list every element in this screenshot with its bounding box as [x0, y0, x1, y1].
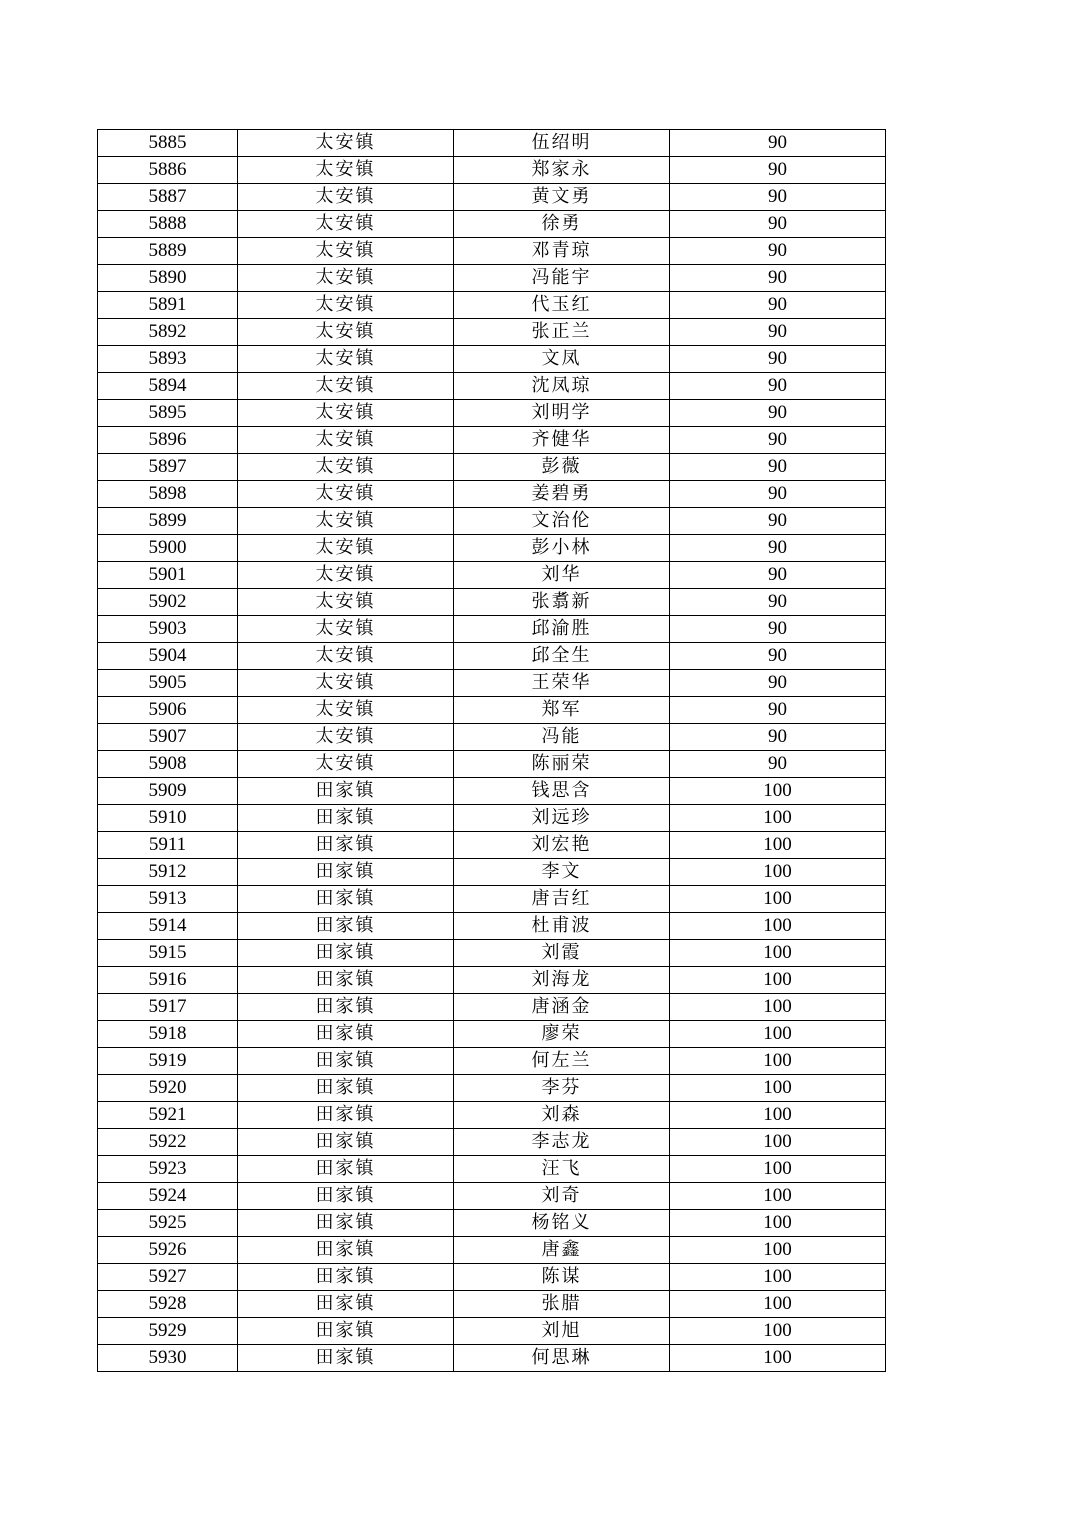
person-name-cell: 沈凤琼: [454, 373, 670, 400]
person-name-cell: 陈丽荣: [454, 751, 670, 778]
row-number-cell: 5891: [98, 292, 238, 319]
row-number-cell: 5888: [98, 211, 238, 238]
row-number-cell: 5885: [98, 130, 238, 157]
town-cell: 太安镇: [238, 724, 454, 751]
table-row: [98, 1210, 886, 1237]
row-number-cell: 5893: [98, 346, 238, 373]
town-cell: 田家镇: [238, 1075, 454, 1102]
town-cell: 田家镇: [238, 1237, 454, 1264]
person-name-cell: 唐吉红: [454, 886, 670, 913]
row-number-cell: 5910: [98, 805, 238, 832]
row-number-cell: 5895: [98, 400, 238, 427]
table-row: [98, 1237, 886, 1264]
town-cell: 太安镇: [238, 670, 454, 697]
row-number-cell: 5896: [98, 427, 238, 454]
person-name-cell: 郑家永: [454, 157, 670, 184]
score-cell: 90: [670, 589, 886, 616]
row-number-cell: 5900: [98, 535, 238, 562]
row-number-cell: 5899: [98, 508, 238, 535]
town-cell: 田家镇: [238, 1264, 454, 1291]
town-cell: 太安镇: [238, 481, 454, 508]
town-cell: 田家镇: [238, 1129, 454, 1156]
town-cell: 太安镇: [238, 211, 454, 238]
person-name-cell: 邓青琼: [454, 238, 670, 265]
table-row: [98, 130, 886, 157]
person-name-cell: 何思琳: [454, 1345, 670, 1372]
score-cell: 90: [670, 454, 886, 481]
row-number-cell: 5917: [98, 994, 238, 1021]
town-cell: 太安镇: [238, 157, 454, 184]
table-row: [98, 697, 886, 724]
town-cell: 田家镇: [238, 1210, 454, 1237]
row-number-cell: 5912: [98, 859, 238, 886]
table-row: [98, 724, 886, 751]
town-cell: 太安镇: [238, 616, 454, 643]
row-number-cell: 5918: [98, 1021, 238, 1048]
person-name-cell: 李文: [454, 859, 670, 886]
row-number-cell: 5902: [98, 589, 238, 616]
score-cell: 90: [670, 211, 886, 238]
town-cell: 田家镇: [238, 832, 454, 859]
town-cell: 田家镇: [238, 1048, 454, 1075]
row-number-cell: 5930: [98, 1345, 238, 1372]
person-name-cell: 代玉红: [454, 292, 670, 319]
person-name-cell: 文治伦: [454, 508, 670, 535]
person-name-cell: 刘明学: [454, 400, 670, 427]
person-name-cell: 唐涵金: [454, 994, 670, 1021]
score-cell: 90: [670, 130, 886, 157]
row-number-cell: 5909: [98, 778, 238, 805]
table-row: [98, 643, 886, 670]
row-number-cell: 5901: [98, 562, 238, 589]
table-row: [98, 967, 886, 994]
person-name-cell: 杨铭义: [454, 1210, 670, 1237]
row-number-cell: 5922: [98, 1129, 238, 1156]
table-row: [98, 1264, 886, 1291]
town-cell: 太安镇: [238, 400, 454, 427]
town-cell: 田家镇: [238, 1291, 454, 1318]
town-cell: 田家镇: [238, 1345, 454, 1372]
table-row: [98, 751, 886, 778]
row-number-cell: 5916: [98, 967, 238, 994]
row-number-cell: 5913: [98, 886, 238, 913]
score-cell: 90: [670, 373, 886, 400]
row-number-cell: 5919: [98, 1048, 238, 1075]
table-row: [98, 508, 886, 535]
score-cell: 100: [670, 805, 886, 832]
score-cell: 100: [670, 1048, 886, 1075]
table-row: [98, 319, 886, 346]
row-number-cell: 5923: [98, 1156, 238, 1183]
score-cell: 100: [670, 1075, 886, 1102]
table-row: [98, 859, 886, 886]
row-number-cell: 5903: [98, 616, 238, 643]
row-number-cell: 5890: [98, 265, 238, 292]
table-row: [98, 292, 886, 319]
row-number-cell: 5927: [98, 1264, 238, 1291]
town-cell: 田家镇: [238, 1183, 454, 1210]
score-cell: 90: [670, 643, 886, 670]
town-cell: 太安镇: [238, 508, 454, 535]
score-cell: 100: [670, 1183, 886, 1210]
person-name-cell: 刘海龙: [454, 967, 670, 994]
table-row: [98, 1156, 886, 1183]
score-cell: 100: [670, 778, 886, 805]
score-cell: 90: [670, 535, 886, 562]
table-row: [98, 1291, 886, 1318]
score-cell: 100: [670, 859, 886, 886]
table-row: [98, 211, 886, 238]
score-cell: 90: [670, 562, 886, 589]
town-cell: 太安镇: [238, 751, 454, 778]
table-row: [98, 1048, 886, 1075]
row-number-cell: 5924: [98, 1183, 238, 1210]
table-row: [98, 913, 886, 940]
row-number-cell: 5892: [98, 319, 238, 346]
table-row: [98, 589, 886, 616]
table-row: [98, 373, 886, 400]
town-cell: 太安镇: [238, 562, 454, 589]
town-cell: 太安镇: [238, 589, 454, 616]
score-cell: 90: [670, 697, 886, 724]
roster-table: [97, 129, 886, 1372]
person-name-cell: 李芬: [454, 1075, 670, 1102]
table-row: [98, 1318, 886, 1345]
person-name-cell: 唐鑫: [454, 1237, 670, 1264]
table-row: [98, 157, 886, 184]
person-name-cell: 钱思含: [454, 778, 670, 805]
table-row: [98, 265, 886, 292]
person-name-cell: 刘旭: [454, 1318, 670, 1345]
table-row: [98, 886, 886, 913]
score-cell: 90: [670, 292, 886, 319]
table-row: [98, 184, 886, 211]
person-name-cell: 刘宏艳: [454, 832, 670, 859]
score-cell: 90: [670, 157, 886, 184]
town-cell: 太安镇: [238, 292, 454, 319]
row-number-cell: 5925: [98, 1210, 238, 1237]
score-cell: 100: [670, 1237, 886, 1264]
town-cell: 田家镇: [238, 805, 454, 832]
table-row: [98, 1345, 886, 1372]
row-number-cell: 5929: [98, 1318, 238, 1345]
person-name-cell: 张翥新: [454, 589, 670, 616]
score-cell: 100: [670, 1345, 886, 1372]
town-cell: 田家镇: [238, 1156, 454, 1183]
town-cell: 太安镇: [238, 346, 454, 373]
person-name-cell: 刘远珍: [454, 805, 670, 832]
row-number-cell: 5920: [98, 1075, 238, 1102]
score-cell: 100: [670, 940, 886, 967]
score-cell: 90: [670, 670, 886, 697]
score-cell: 100: [670, 1102, 886, 1129]
person-name-cell: 邱渝胜: [454, 616, 670, 643]
row-number-cell: 5914: [98, 913, 238, 940]
town-cell: 田家镇: [238, 859, 454, 886]
row-number-cell: 5897: [98, 454, 238, 481]
score-cell: 90: [670, 724, 886, 751]
score-cell: 100: [670, 913, 886, 940]
town-cell: 太安镇: [238, 535, 454, 562]
row-number-cell: 5904: [98, 643, 238, 670]
person-name-cell: 杜甫波: [454, 913, 670, 940]
row-number-cell: 5905: [98, 670, 238, 697]
score-cell: 90: [670, 751, 886, 778]
score-cell: 90: [670, 238, 886, 265]
town-cell: 田家镇: [238, 913, 454, 940]
table-row: [98, 832, 886, 859]
person-name-cell: 齐健华: [454, 427, 670, 454]
town-cell: 田家镇: [238, 778, 454, 805]
person-name-cell: 张正兰: [454, 319, 670, 346]
person-name-cell: 李志龙: [454, 1129, 670, 1156]
person-name-cell: 姜碧勇: [454, 481, 670, 508]
town-cell: 太安镇: [238, 130, 454, 157]
row-number-cell: 5887: [98, 184, 238, 211]
row-number-cell: 5886: [98, 157, 238, 184]
town-cell: 田家镇: [238, 1021, 454, 1048]
table-row: [98, 616, 886, 643]
score-cell: 100: [670, 1264, 886, 1291]
row-number-cell: 5908: [98, 751, 238, 778]
person-name-cell: 彭薇: [454, 454, 670, 481]
score-cell: 100: [670, 886, 886, 913]
person-name-cell: 陈谋: [454, 1264, 670, 1291]
score-cell: 90: [670, 319, 886, 346]
person-name-cell: 郑军: [454, 697, 670, 724]
row-number-cell: 5928: [98, 1291, 238, 1318]
town-cell: 田家镇: [238, 1318, 454, 1345]
table-row: [98, 346, 886, 373]
town-cell: 太安镇: [238, 697, 454, 724]
row-number-cell: 5894: [98, 373, 238, 400]
town-cell: 太安镇: [238, 319, 454, 346]
score-cell: 90: [670, 616, 886, 643]
town-cell: 田家镇: [238, 994, 454, 1021]
table-row: [98, 778, 886, 805]
row-number-cell: 5911: [98, 832, 238, 859]
person-name-cell: 邱全生: [454, 643, 670, 670]
person-name-cell: 廖荣: [454, 1021, 670, 1048]
row-number-cell: 5906: [98, 697, 238, 724]
person-name-cell: 汪飞: [454, 1156, 670, 1183]
table-row: [98, 1021, 886, 1048]
person-name-cell: 伍绍明: [454, 130, 670, 157]
score-cell: 90: [670, 184, 886, 211]
table-row: [98, 562, 886, 589]
table-row: [98, 805, 886, 832]
person-name-cell: 刘奇: [454, 1183, 670, 1210]
person-name-cell: 刘华: [454, 562, 670, 589]
score-cell: 90: [670, 481, 886, 508]
score-cell: 90: [670, 265, 886, 292]
score-cell: 90: [670, 508, 886, 535]
table-row: [98, 535, 886, 562]
score-cell: 100: [670, 1318, 886, 1345]
town-cell: 田家镇: [238, 940, 454, 967]
table-row: [98, 940, 886, 967]
row-number-cell: 5907: [98, 724, 238, 751]
table-row: [98, 670, 886, 697]
person-name-cell: 冯能宇: [454, 265, 670, 292]
table-row: [98, 1102, 886, 1129]
row-number-cell: 5926: [98, 1237, 238, 1264]
town-cell: 田家镇: [238, 1102, 454, 1129]
score-cell: 90: [670, 346, 886, 373]
score-cell: 100: [670, 1129, 886, 1156]
person-name-cell: 张腊: [454, 1291, 670, 1318]
person-name-cell: 彭小林: [454, 535, 670, 562]
score-cell: 90: [670, 400, 886, 427]
score-cell: 100: [670, 832, 886, 859]
row-number-cell: 5921: [98, 1102, 238, 1129]
town-cell: 太安镇: [238, 238, 454, 265]
row-number-cell: 5889: [98, 238, 238, 265]
table-row: [98, 400, 886, 427]
score-cell: 100: [670, 1156, 886, 1183]
person-name-cell: 冯能: [454, 724, 670, 751]
score-cell: 100: [670, 1291, 886, 1318]
person-name-cell: 黄文勇: [454, 184, 670, 211]
row-number-cell: 5915: [98, 940, 238, 967]
table-row: [98, 994, 886, 1021]
town-cell: 太安镇: [238, 184, 454, 211]
table-row: [98, 1183, 886, 1210]
town-cell: 太安镇: [238, 643, 454, 670]
town-cell: 田家镇: [238, 886, 454, 913]
person-name-cell: 王荣华: [454, 670, 670, 697]
town-cell: 太安镇: [238, 373, 454, 400]
table-row: [98, 427, 886, 454]
town-cell: 太安镇: [238, 427, 454, 454]
town-cell: 太安镇: [238, 265, 454, 292]
town-cell: 太安镇: [238, 454, 454, 481]
table-row: [98, 238, 886, 265]
score-cell: 100: [670, 994, 886, 1021]
town-cell: 田家镇: [238, 967, 454, 994]
score-cell: 100: [670, 1021, 886, 1048]
roster-table-body: [98, 130, 886, 1372]
score-cell: 100: [670, 1210, 886, 1237]
person-name-cell: 何左兰: [454, 1048, 670, 1075]
table-row: [98, 454, 886, 481]
person-name-cell: 徐勇: [454, 211, 670, 238]
person-name-cell: 刘霞: [454, 940, 670, 967]
person-name-cell: 文凤: [454, 346, 670, 373]
table-row: [98, 481, 886, 508]
person-name-cell: 刘森: [454, 1102, 670, 1129]
score-cell: 100: [670, 967, 886, 994]
row-number-cell: 5898: [98, 481, 238, 508]
score-cell: 90: [670, 427, 886, 454]
table-row: [98, 1129, 886, 1156]
table-row: [98, 1075, 886, 1102]
